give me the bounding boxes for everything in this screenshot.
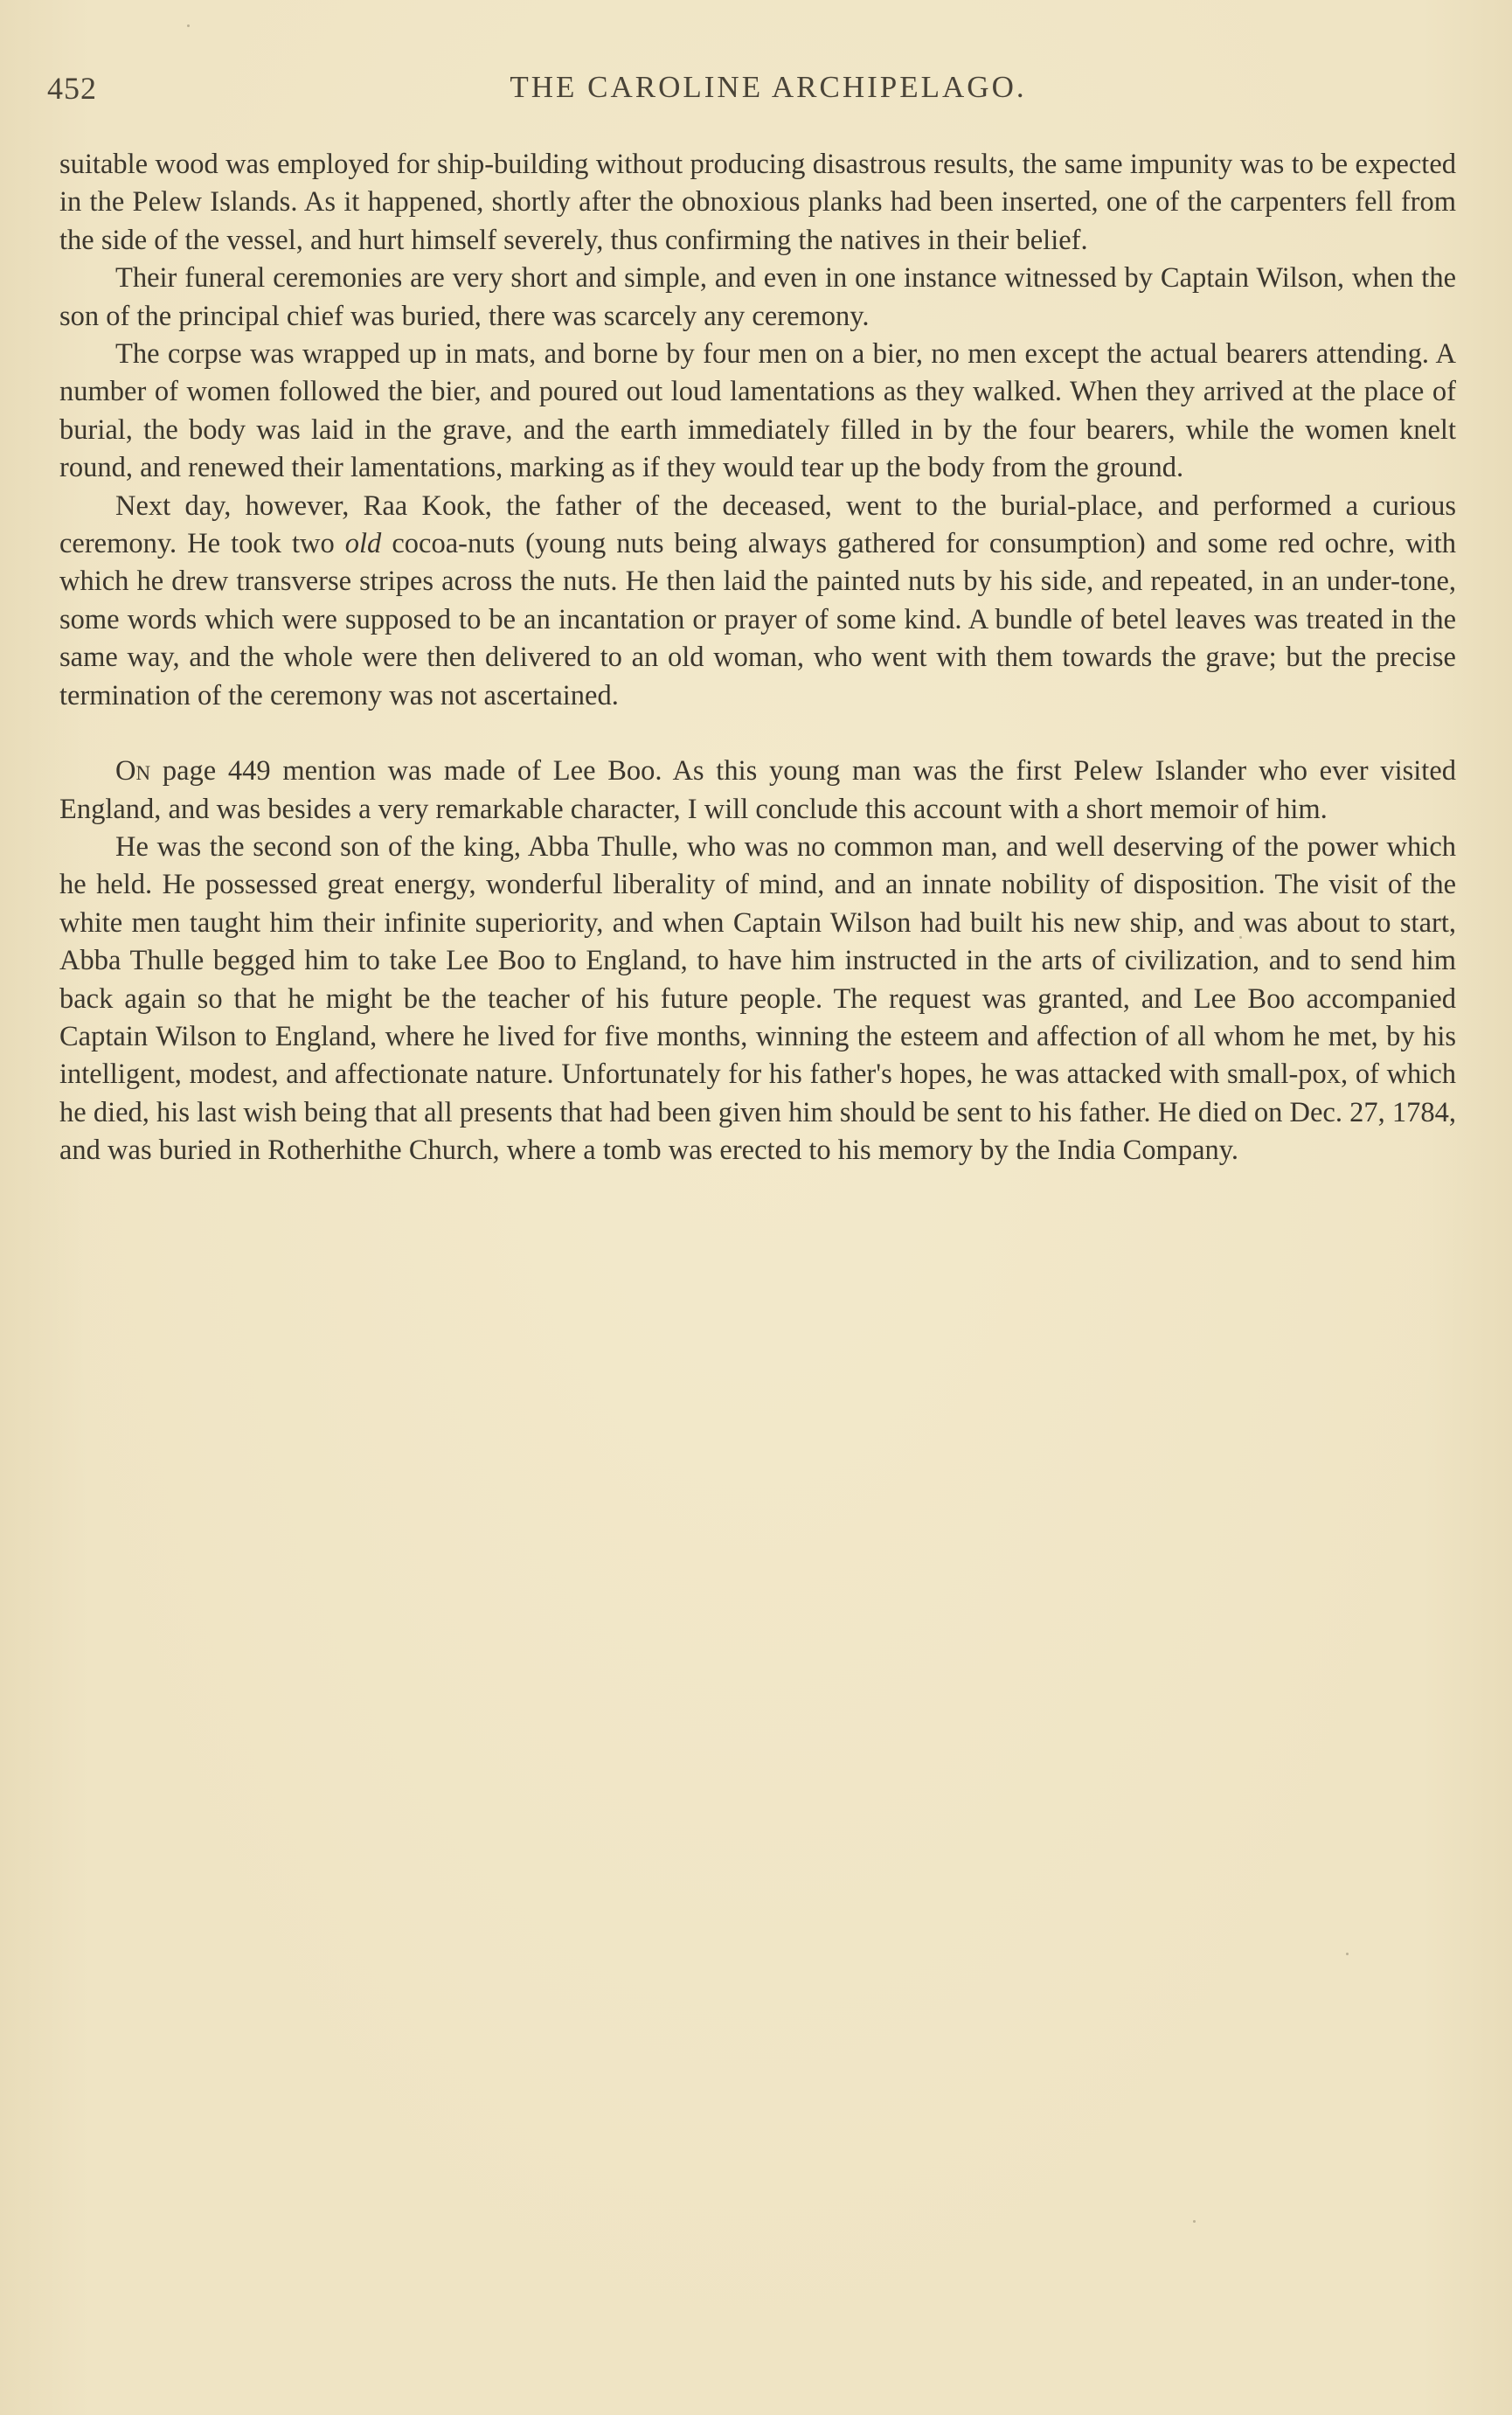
paper-speck [1346,1953,1349,1955]
running-head [47,70,1454,122]
paper-speck [1239,936,1242,939]
paper-speck [1193,2220,1196,2223]
paragraph-continued: suitable wood was employed for ship-building without producing disastrous results, the same impunity was to be expected in the Pelew Islands. As it happened, shortly after the obnoxious planks had been inserted, one of the carpenters fell from the side of the vessel, and hurt himself severely, thus confirming the natives in their belief. [59,149,1456,256]
paragraph-lee-boo-memoir: He was the second son of the king, Abba Thulle, who was no common man, and well deserving of the power which he held. He possessed great energy, wonderful liberality of mind, and an innate nobility of disposition. The visit of the white men taught him their infinite superiority, and when Captain Wilson had built his new ship, and was about to start, Abba Thulle begged him to take Lee Boo to England, to have him instructed in the arts of civilization, and to send him back again so that he might be the teacher of his future people. The request was granted, and Lee Boo accompanied Captain Wilson to England, where he lived for five months, winning the esteem and affection of all whom he met, by his intelligent, modest, and affectionate nature. Unfortunately for his father's hopes, he was attacked with small-pox, of which he died, his last wish being that all presents that had been given him should be sent to his father. He died on Dec. 27, 1784, and was buried in Rotherhithe Church, where a tomb was erected to his memory by the India Company. [59,830,1456,1167]
small-caps-lead: On [115,755,151,788]
page-number: 452 [47,71,97,106]
paragraph-next-day [59,488,1456,715]
paragraph-lee-boo-intro-text: page 449 mention was made of Lee Boo. As this young man was the first Pelew Islander who ever visited England, and was besides a very remarkable character, I will conclude this account with a short memoir of him. [59,755,1456,825]
paragraph-lee-boo-intro [59,753,1456,829]
running-title: THE CAROLINE ARCHIPELAGO. [510,70,1027,104]
body-text [59,146,1456,1170]
paragraph-corpse: The corpse was wrapped up in mats, and borne by four men on a bier, no men except the actual bearers attending. A number of women followed the bier, and poured out loud lamentations as they walked. When they arrived at the place of burial, the body was laid in the grave, and the earth immediately filled in by the four bearers, while the women knelt round, and renewed their lamentations, marking as if they would tear up the body from the ground. [59,338,1456,484]
paragraph-funeral-ceremonies: Their funeral ceremonies are very short and simple, and even in one instance witnessed by Captain Wilson, when the son of the principal chief was buried, there was scarcely any ceremony. [59,262,1456,332]
paragraph-next-day-part-2: cocoa-nuts (young nuts being always gathered for consumption) and some red ochre, with which he drew transverse stripes across the nuts. He then laid the painted nuts by his side, and repeated, in an under-tone, some words which were supposed to be an incantation or prayer of some kind. A bundle of betel leaves was treated in the same way, and the whole were then delivered to an old woman, who went with them towards the grave; but the precise termination of the ceremony was not ascertained. [59,528,1456,711]
paper-speck [187,24,190,27]
paragraph-next-day-italic: old [344,528,382,560]
paragraph-next-day-part-1: Next day, however, Raa Kook, the father of the deceased, went to the burial-place, and performed a curious ceremony. He took two [59,489,1456,560]
